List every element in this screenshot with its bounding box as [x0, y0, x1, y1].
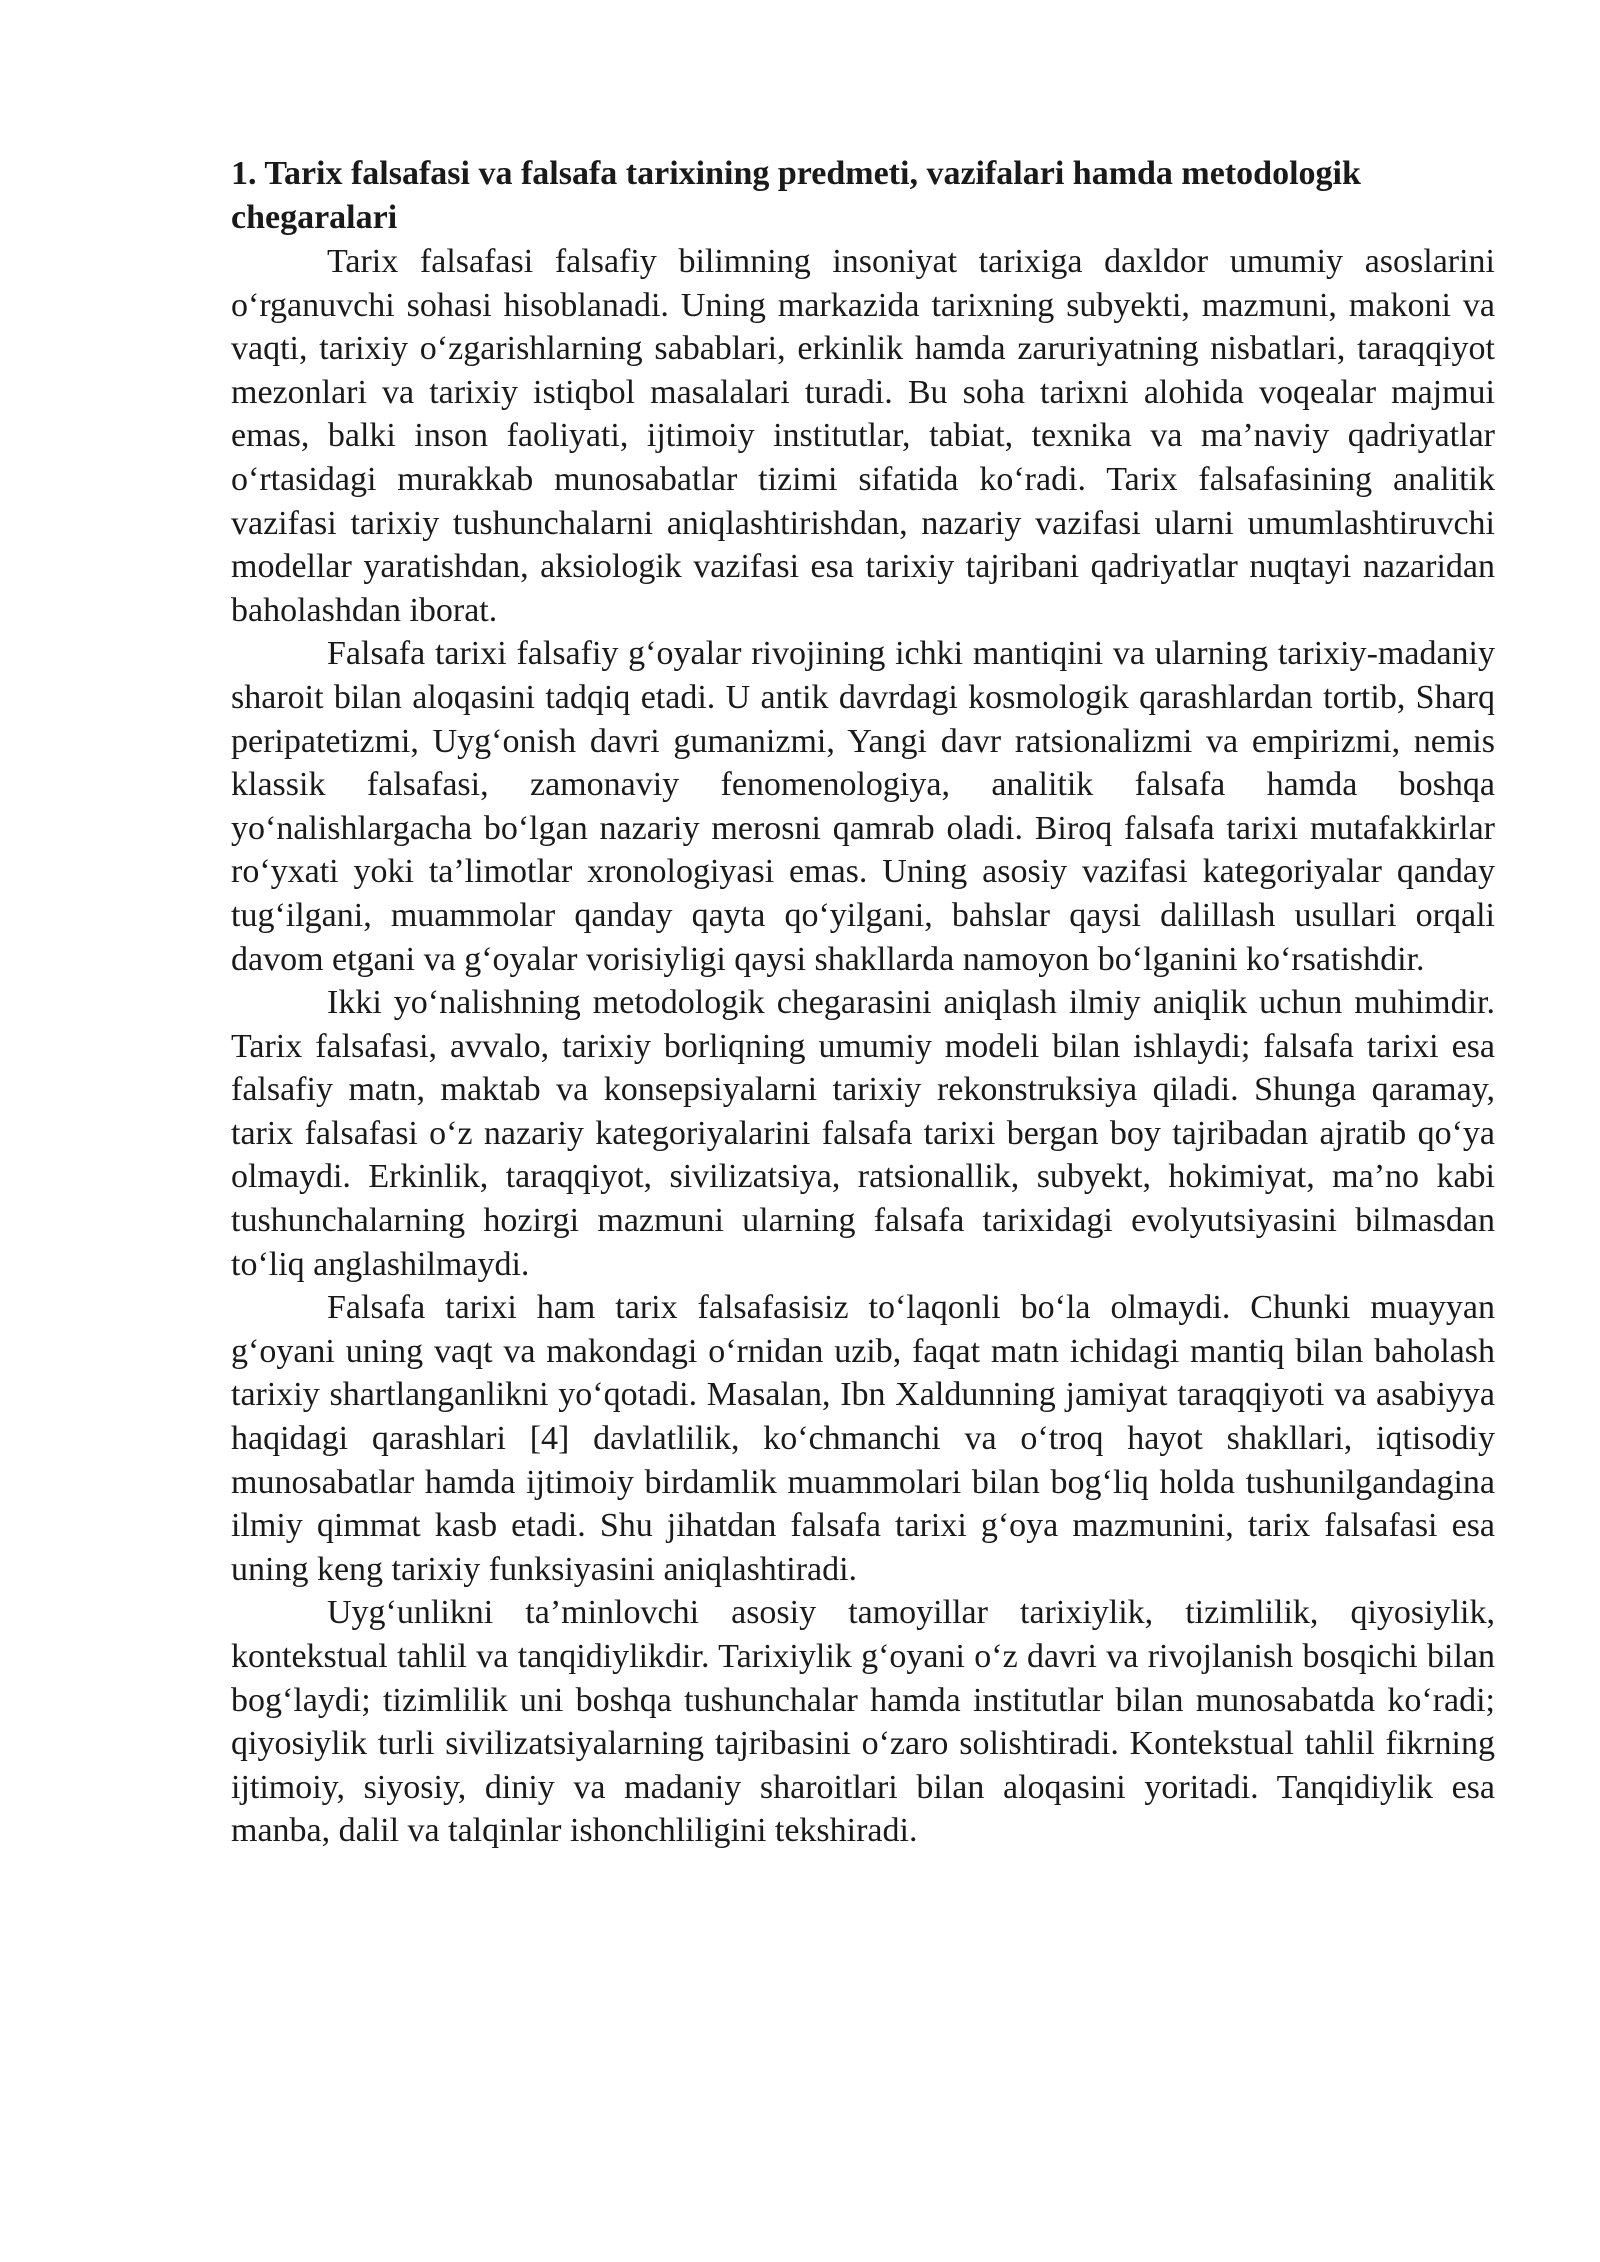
paragraph-3: Ikki yo‘nalishning metodologik chegarasini aniqlash ilmiy aniqlik uchun muhimdir. Tarix falsafasi, avvalo, tarixiy borliqning umumiy modeli bilan ishlaydi; falsafa tarixi esa falsafiy matn, maktab va konsepsiyalarni tarixiy rekonstruksiya qiladi. Shunga qaramay, tarix falsafasi o‘z nazariy kategoriyalarini falsafa tarixi bergan boy tajribadan ajratib qo‘ya olmaydi. Erkinlik, taraqqiyot, sivilizatsiya, ratsionallik, subyekt, hokimiyat, ma’no kabi tushunchalarning hozirgi mazmuni ularning falsafa tarixidagi evolyutsiyasini bilmasdan to‘liq anglashilmaydi. — [231, 984, 1495, 1283]
paragraph-4: Falsafa tarixi ham tarix falsafasisiz to‘laqonli bo‘la olmaydi. Chunki muayyan g‘oyani uning vaqt va makondagi o‘rnidan uzib, faqat matn ichidagi mantiq bilan baholash tarixiy shartlanganlikni yo‘qotadi. Masalan, Ibn Xaldunning jamiyat taraqqiyoti va asabiyya haqidagi qarashlari [4] davlatlilik, ko‘chmanchi va o‘troq hayot shakllari, iqtisodiy munosabatlar hamda ijtimoiy birdamlik muammolari bilan bog‘liq holda tushunilgandagina ilmiy qimmat kasb etadi. Shu jihatdan falsafa tarixi g‘oya mazmunini, tarix falsafasi esa uning keng tarixiy funksiyasini aniqlashtiradi. — [231, 1289, 1495, 1588]
section-heading: 1. Tarix falsafasi va falsafa tarixining predmeti, vazifalari hamda metodologik chegaralari — [231, 155, 1361, 236]
paragraph-2: Falsafa tarixi falsafiy g‘oyalar rivojining ichki mantiqini va ularning tarixiy-madaniy sharoit bilan aloqasini tadqiq etadi. U antik davrdagi kosmologik qarashlardan tortib, Sharq peripatetizmi, Uyg‘onish davri gumanizmi, Yangi davr ratsionalizmi va empirizmi, nemis klassik falsafasi, zamonaviy fenomenologiya, analitik falsafa hamda boshqa yo‘nalishlargacha bo‘lgan nazariy merosni qamrab oladi. Biroq falsafa tarixi mutafakkirlar ro‘yxati yoki ta’limotlar xronologiyasi emas. Uning asosiy vazifasi kategoriyalar qanday tug‘ilgani, muammolar qanday qayta qo‘yilgani, bahslar qaysi dalillash usullari orqali davom etgani va g‘oyalar vorisiyligi qaysi shakllarda namoyon bo‘lganini ko‘rsatishdir. — [231, 635, 1495, 978]
paragraph-5: Uyg‘unlikni ta’minlovchi asosiy tamoyillar tarixiylik, tizimlilik, qiyosiylik, kontekstual tahlil va tanqidiylikdir. Tarixiylik g‘oyani o‘z davri va rivojlanish bosqichi bilan bog‘laydi; tizimlilik uni boshqa tushunchalar hamda institutlar bilan munosabatda ko‘radi; qiyosiylik turli sivilizatsiyalarning tajribasini o‘zaro solishtiradi. Kontekstual tahlil fikrning ijtimoiy, siyosiy, diniy va madaniy sharoitlari bilan aloqasini yoritadi. Tanqidiylik esa manba, dalil va talqinlar ishonchliligini tekshiradi. — [231, 1594, 1495, 1850]
document-page — [231, 152, 1495, 1853]
paragraph-1: Tarix falsafasi falsafiy bilimning insoniyat tarixiga daxldor umumiy asoslarini o‘rganuvchi sohasi hisoblanadi. Uning markazida tarixning subyekti, mazmuni, makoni va vaqti, tarixiy o‘zgarishlarning sabablari, erkinlik hamda zaruriyatning nisbatlari, taraqqiyot mezonlari va tarixiy istiqbol masalalari turadi. Bu soha tarixni alohida voqealar majmui emas, balki inson faoliyati, ijtimoiy institutlar, tabiat, texnika va ma’naviy qadriyatlar o‘rtasidagi murakkab munosabatlar tizimi sifatida ko‘radi. Tarix falsafasining analitik vazifasi tarixiy tushunchalarni aniqlashtirishdan, nazariy vazifasi ularni umumlashtiruvchi modellar yaratishdan, aksiologik vazifasi esa tarixiy tajribani qadriyatlar nuqtayi nazaridan baholashdan iborat. — [231, 243, 1495, 629]
